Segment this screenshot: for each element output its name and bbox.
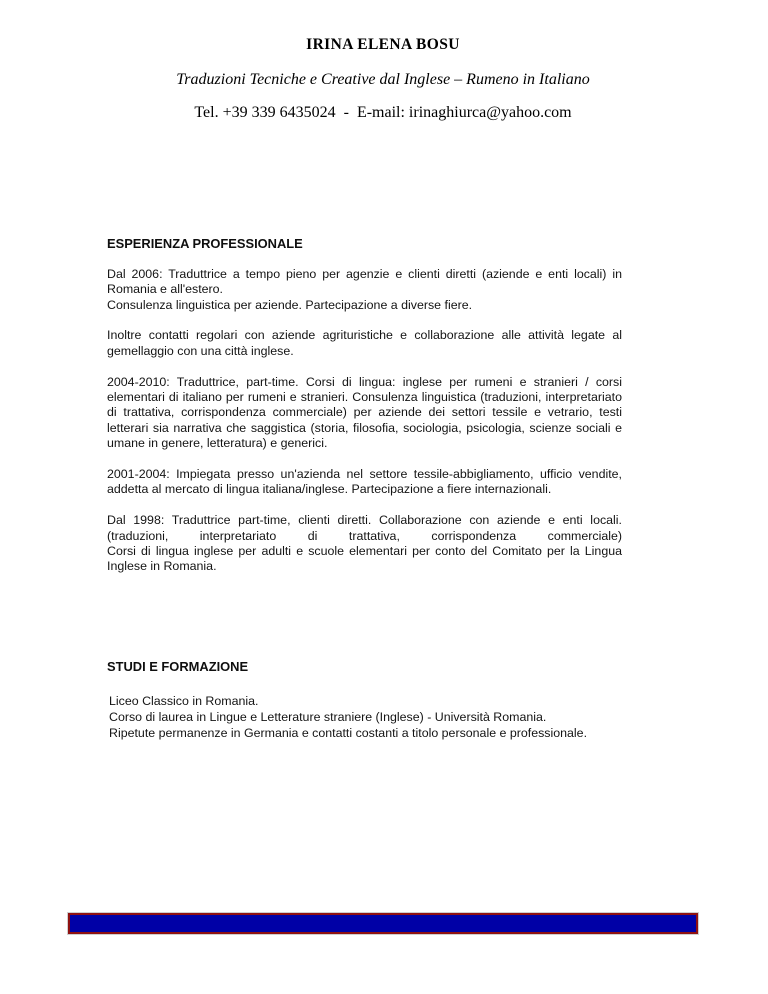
section-education bbox=[107, 659, 687, 742]
paragraph-line: Inoltre contatti regolari con aziende agrituristiche e collaborazione alle attività legate al gemellaggio con una città inglese. bbox=[107, 328, 622, 358]
education-line: Corso di laurea in Lingue e Letterature straniere (Inglese) - Università Romania. bbox=[109, 710, 547, 725]
experience-paragraph-2006 bbox=[107, 267, 622, 313]
experience-paragraph-2001-2004 bbox=[107, 467, 622, 498]
experience-paragraph-2004-2010 bbox=[107, 375, 622, 452]
experience-paragraph-1998 bbox=[107, 513, 622, 575]
paragraph-line: Corsi di lingua inglese per adulti e scuole elementari per conto del Comitato per la Lingua Inglese in Romania. bbox=[107, 544, 622, 574]
education-line: Liceo Classico in Romania. bbox=[109, 694, 259, 709]
person-name: IRINA ELENA BOSU bbox=[306, 36, 460, 53]
education-heading: STUDI E FORMAZIONE bbox=[107, 659, 249, 674]
paragraph-line: Dal 1998: Traduttrice part-time, clienti diretti. Collaborazione con aziende e enti locali. (traduzioni, interpretariato di trattativa, corrispondenza commerciale) bbox=[107, 513, 622, 543]
paragraph-line: 2004-2010: Traduttrice, part-time. Corsi di lingua: inglese per rumeni e stranieri / corsi elementari di italiano per rumeni e stranieri. Consulenza linguistica (traduzioni, interpretariato di trattativa, corrispondenza commerciale) per aziende dei settori tessile e vetrario, testi letterari sia narrativa che saggistica (storia, filosofia, sociologia, psicologia, scienze sociali e umane in genere, letteratura) e generici. bbox=[107, 374, 622, 451]
paragraph-line: 2001-2004: Impiegata presso un'azienda nel settore tessile-abbigliamento, ufficio vendite, addetta al mercato di lingua italiana/inglese. Partecipazione a fiere internazionali. bbox=[107, 467, 622, 497]
section-experience bbox=[107, 236, 622, 575]
experience-paragraph-contacts bbox=[107, 328, 622, 359]
paragraph-line: Dal 2006: Traduttrice a tempo pieno per agenzie e clienti diretti (aziende e enti locali) in Romania e all'estero. bbox=[107, 266, 622, 297]
professional-tagline: Traduzioni Tecniche e Creative dal Inglese – Rumeno in Italiano bbox=[176, 71, 590, 88]
education-lines bbox=[107, 694, 687, 741]
paragraph-line: Consulenza linguistica per aziende. Partecipazione a diverse fiere. bbox=[107, 297, 473, 312]
contact-line: Tel. +39 339 6435024 - E-mail: irinaghiurca@yahoo.com bbox=[194, 104, 572, 121]
education-line: Ripetute permanenze in Germania e contatti costanti a titolo personale e professionale. bbox=[109, 726, 588, 740]
experience-heading: ESPERIENZA PROFESSIONALE bbox=[107, 236, 303, 251]
footer-divider-bar bbox=[68, 913, 698, 934]
